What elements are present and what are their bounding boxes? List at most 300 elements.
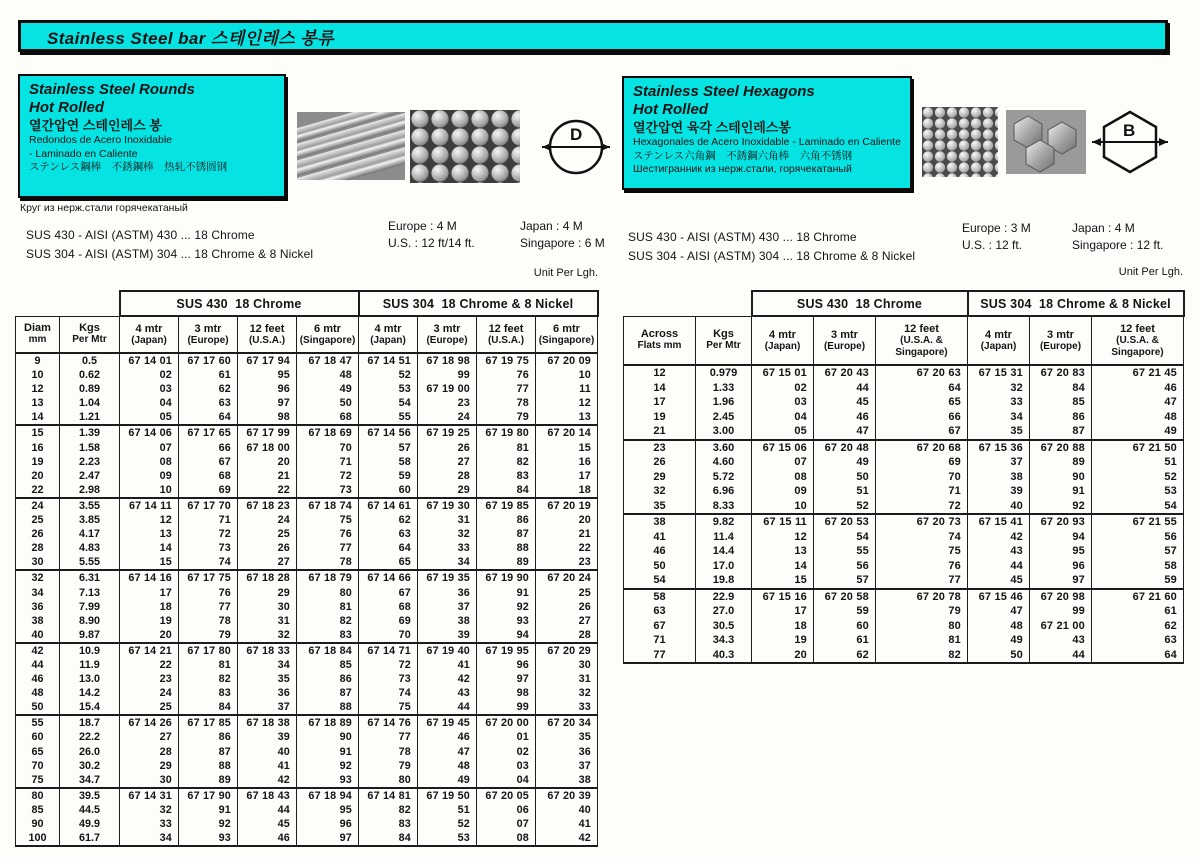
table-row <box>16 382 598 396</box>
table-row <box>16 817 598 831</box>
impa-code-cell: 67 14 01 <box>120 353 179 368</box>
table-row <box>16 527 598 541</box>
impa-code-cell: 67 15 46 <box>968 589 1030 605</box>
impa-code-cell: 62 <box>1092 619 1184 634</box>
column-header: 6 mtr (Singapore) <box>297 316 359 353</box>
impa-code-cell: 67 17 70 <box>179 498 238 513</box>
impa-code-cell: 98 <box>238 410 297 425</box>
impa-code-cell: 45 <box>814 395 876 410</box>
size-cell: 100 <box>16 831 60 846</box>
impa-code-cell: 67 19 00 <box>418 382 477 396</box>
impa-code-cell: 14 <box>752 559 814 574</box>
impa-code-cell: 44 <box>968 559 1030 574</box>
weight-cell: 4.83 <box>60 541 120 555</box>
impa-code-cell: 67 <box>179 455 238 469</box>
impa-code-cell: 55 <box>814 544 876 559</box>
column-header: Across Flats mm <box>624 316 696 365</box>
size-cell: 14 <box>624 381 696 396</box>
impa-code-cell: 67 21 00 <box>1030 619 1092 634</box>
weight-cell: 1.04 <box>60 396 120 410</box>
impa-code-cell: 65 <box>359 555 418 570</box>
impa-code-cell: 96 <box>477 658 536 672</box>
weight-cell: 49.9 <box>60 817 120 831</box>
table-corner-spacer <box>16 291 120 316</box>
table-row <box>624 573 1184 589</box>
impa-code-cell: 86 <box>179 730 238 744</box>
impa-code-cell: 40 <box>238 745 297 759</box>
impa-code-cell: 80 <box>876 619 968 634</box>
impa-code-cell: 90 <box>297 730 359 744</box>
hexagons-photo-bars <box>1006 110 1086 174</box>
impa-code-cell: 46 <box>1092 381 1184 396</box>
column-header: Kgs Per Mtr <box>60 316 120 353</box>
table-row <box>16 541 598 555</box>
impa-code-cell: 67 18 98 <box>418 353 477 368</box>
impa-code-cell: 57 <box>359 441 418 455</box>
impa-code-cell: 76 <box>477 368 536 382</box>
impa-code-cell: 67 19 50 <box>418 788 477 803</box>
size-cell: 25 <box>16 513 60 527</box>
impa-code-cell: 74 <box>359 686 418 700</box>
impa-code-cell: 70 <box>297 441 359 455</box>
table-row <box>16 715 598 730</box>
impa-code-cell: 86 <box>297 672 359 686</box>
table-row <box>16 555 598 570</box>
impa-code-cell: 81 <box>477 441 536 455</box>
impa-code-cell: 97 <box>477 672 536 686</box>
impa-code-cell: 15 <box>536 441 598 455</box>
impa-code-cell: 24 <box>418 410 477 425</box>
table-row <box>16 614 598 628</box>
impa-code-cell: 97 <box>238 396 297 410</box>
impa-code-cell: 48 <box>297 368 359 382</box>
table-row <box>624 470 1184 485</box>
weight-cell: 26.0 <box>60 745 120 759</box>
weight-cell: 0.89 <box>60 382 120 396</box>
column-header: 4 mtr (Japan) <box>359 316 418 353</box>
impa-code-cell: 31 <box>536 672 598 686</box>
table-row <box>624 440 1184 456</box>
weight-cell: 27.0 <box>696 604 752 619</box>
table-row <box>16 643 598 658</box>
impa-code-cell: 34 <box>968 410 1030 425</box>
impa-code-cell: 62 <box>814 648 876 664</box>
impa-code-cell: 83 <box>179 686 238 700</box>
table-row <box>16 513 598 527</box>
impa-code-cell: 67 18 89 <box>297 715 359 730</box>
impa-code-cell: 89 <box>1030 455 1092 470</box>
impa-code-cell: 17 <box>536 469 598 483</box>
impa-code-cell: 11 <box>536 382 598 396</box>
series-header: SUS 304 18 Chrome & 8 Nickel <box>359 291 598 316</box>
size-cell: 32 <box>16 570 60 585</box>
column-header: Kgs Per Mtr <box>696 316 752 365</box>
hex-bar-width-diagram <box>1092 100 1168 182</box>
impa-code-cell: 20 <box>238 455 297 469</box>
impa-code-cell: 07 <box>477 817 536 831</box>
weight-cell: 34.7 <box>60 773 120 788</box>
impa-code-cell: 60 <box>359 483 418 498</box>
impa-code-cell: 67 18 28 <box>238 570 297 585</box>
weight-cell: 6.96 <box>696 484 752 499</box>
size-cell: 40 <box>16 628 60 643</box>
weight-cell: 4.17 <box>60 527 120 541</box>
size-cell: 34 <box>16 586 60 600</box>
rounds-info-box <box>18 74 286 198</box>
series-header: SUS 430 18 Chrome <box>752 291 968 316</box>
impa-code-cell: 53 <box>1092 484 1184 499</box>
impa-code-cell: 26 <box>238 541 297 555</box>
impa-code-cell: 89 <box>477 555 536 570</box>
table-row <box>624 530 1184 545</box>
impa-code-cell: 10 <box>120 483 179 498</box>
impa-code-cell: 24 <box>120 686 179 700</box>
impa-code-cell: 38 <box>968 470 1030 485</box>
impa-code-cell: 22 <box>536 541 598 555</box>
series-header: SUS 304 18 Chrome & 8 Nickel <box>968 291 1184 316</box>
impa-code-cell: 52 <box>359 368 418 382</box>
impa-code-cell: 49 <box>418 773 477 788</box>
size-cell: 60 <box>16 730 60 744</box>
impa-code-cell: 03 <box>120 382 179 396</box>
weight-cell: 6.31 <box>60 570 120 585</box>
impa-code-cell: 88 <box>179 759 238 773</box>
impa-code-cell: 69 <box>179 483 238 498</box>
impa-code-cell: 84 <box>1030 381 1092 396</box>
weight-cell: 39.5 <box>60 788 120 803</box>
size-cell: 16 <box>16 441 60 455</box>
rounds-length-info <box>388 219 605 250</box>
impa-code-cell: 58 <box>359 455 418 469</box>
impa-code-cell: 47 <box>418 745 477 759</box>
impa-code-cell: 45 <box>968 573 1030 589</box>
impa-code-cell: 31 <box>418 513 477 527</box>
impa-code-cell: 80 <box>297 586 359 600</box>
impa-code-cell: 67 20 39 <box>536 788 598 803</box>
impa-code-cell: 39 <box>418 628 477 643</box>
impa-code-cell: 64 <box>876 381 968 396</box>
impa-code-cell: 08 <box>477 831 536 846</box>
impa-code-cell: 88 <box>477 541 536 555</box>
impa-code-cell: 99 <box>1030 604 1092 619</box>
impa-code-cell: 77 <box>179 600 238 614</box>
impa-code-cell: 67 20 09 <box>536 353 598 368</box>
table-row <box>16 570 598 585</box>
impa-code-cell: 67 14 66 <box>359 570 418 585</box>
impa-code-cell: 72 <box>359 658 418 672</box>
size-cell: 48 <box>16 686 60 700</box>
impa-code-cell: 43 <box>418 686 477 700</box>
column-header: 4 mtr (Japan) <box>968 316 1030 365</box>
impa-code-cell: 67 20 73 <box>876 514 968 530</box>
hexagons-subtitle-russian: Шестигранник из нерж.стали, горячекатаный <box>633 163 852 175</box>
impa-code-cell: 85 <box>297 658 359 672</box>
weight-cell: 1.58 <box>60 441 120 455</box>
impa-code-cell: 29 <box>120 759 179 773</box>
impa-code-cell: 72 <box>297 469 359 483</box>
impa-code-cell: 95 <box>1030 544 1092 559</box>
impa-code-cell: 18 <box>752 619 814 634</box>
impa-code-cell: 86 <box>1030 410 1092 425</box>
rounds-unit-note: Unit Per Lgh. <box>533 267 598 279</box>
impa-code-cell: 18 <box>120 600 179 614</box>
rounds-photo-bundle <box>410 110 520 183</box>
impa-code-cell: 67 17 85 <box>179 715 238 730</box>
impa-code-cell: 49 <box>1092 424 1184 440</box>
impa-code-cell: 78 <box>179 614 238 628</box>
hexagons-title-korean: 열간압연 육각 스테인레스봉 <box>633 120 791 135</box>
impa-code-cell: 32 <box>418 527 477 541</box>
size-cell: 32 <box>624 484 696 499</box>
impa-code-cell: 38 <box>418 614 477 628</box>
impa-code-cell: 53 <box>359 382 418 396</box>
impa-code-cell: 13 <box>752 544 814 559</box>
weight-cell: 17.0 <box>696 559 752 574</box>
impa-code-cell: 44 <box>418 700 477 715</box>
impa-code-cell: 33 <box>120 817 179 831</box>
weight-cell: 7.13 <box>60 586 120 600</box>
impa-code-cell: 52 <box>814 499 876 515</box>
impa-code-cell: 65 <box>876 395 968 410</box>
impa-code-cell: 13 <box>120 527 179 541</box>
impa-code-cell: 29 <box>418 483 477 498</box>
size-cell: 10 <box>16 368 60 382</box>
impa-code-cell: 87 <box>477 527 536 541</box>
impa-code-cell: 67 15 36 <box>968 440 1030 456</box>
weight-cell: 5.55 <box>60 555 120 570</box>
impa-code-cell: 92 <box>297 759 359 773</box>
impa-code-cell: 74 <box>179 555 238 570</box>
impa-code-cell: 67 17 60 <box>179 353 238 368</box>
weight-cell: 0.5 <box>60 353 120 368</box>
impa-code-cell: 41 <box>418 658 477 672</box>
impa-code-cell: 46 <box>418 730 477 744</box>
impa-code-cell: 91 <box>179 803 238 817</box>
impa-code-cell: 91 <box>477 586 536 600</box>
length-japan: Japan : 4 M <box>1072 221 1135 235</box>
impa-code-cell: 67 19 25 <box>418 425 477 440</box>
length-us: U.S. : 12 ft/14 ft. <box>388 236 475 250</box>
weight-cell: 5.72 <box>696 470 752 485</box>
impa-code-cell: 87 <box>297 686 359 700</box>
column-header: 4 mtr (Japan) <box>120 316 179 353</box>
impa-code-cell: 67 20 43 <box>814 365 876 381</box>
size-cell: 35 <box>624 499 696 515</box>
impa-code-cell: 67 14 31 <box>120 788 179 803</box>
weight-cell: 2.98 <box>60 483 120 498</box>
size-group <box>624 440 1184 515</box>
impa-code-cell: 61 <box>814 633 876 648</box>
impa-code-cell: 39 <box>238 730 297 744</box>
table-row <box>624 365 1184 381</box>
impa-code-cell: 33 <box>536 700 598 715</box>
impa-code-cell: 67 14 76 <box>359 715 418 730</box>
impa-code-cell: 50 <box>968 648 1030 664</box>
impa-code-cell: 67 19 85 <box>477 498 536 513</box>
impa-code-cell: 83 <box>359 817 418 831</box>
size-cell: 26 <box>624 455 696 470</box>
impa-code-cell: 67 20 68 <box>876 440 968 456</box>
impa-code-cell: 63 <box>1092 633 1184 648</box>
weight-cell: 22.2 <box>60 730 120 744</box>
arrow-right-icon <box>1159 138 1168 146</box>
rounds-spec-lines <box>26 226 313 264</box>
impa-code-cell: 56 <box>814 559 876 574</box>
impa-code-cell: 05 <box>120 410 179 425</box>
impa-code-cell: 77 <box>876 573 968 589</box>
impa-code-cell: 81 <box>297 600 359 614</box>
size-cell: 22 <box>16 483 60 498</box>
column-header: 3 mtr (Europe) <box>1030 316 1092 365</box>
impa-code-cell: 78 <box>297 555 359 570</box>
impa-code-cell: 37 <box>418 600 477 614</box>
impa-code-cell: 27 <box>120 730 179 744</box>
impa-code-cell: 32 <box>536 686 598 700</box>
impa-code-cell: 67 15 41 <box>968 514 1030 530</box>
size-cell: 54 <box>624 573 696 589</box>
impa-code-cell: 77 <box>477 382 536 396</box>
impa-code-cell: 23 <box>418 396 477 410</box>
table-row <box>16 686 598 700</box>
impa-code-cell: 67 18 84 <box>297 643 359 658</box>
table-row <box>16 441 598 455</box>
impa-code-cell: 12 <box>752 530 814 545</box>
impa-code-cell: 43 <box>968 544 1030 559</box>
weight-cell: 14.2 <box>60 686 120 700</box>
impa-code-cell: 67 20 83 <box>1030 365 1092 381</box>
weight-cell: 15.4 <box>60 700 120 715</box>
impa-code-cell: 67 19 30 <box>418 498 477 513</box>
impa-code-cell: 67 20 88 <box>1030 440 1092 456</box>
rounds-photo-bars <box>297 112 405 180</box>
impa-code-cell: 03 <box>477 759 536 773</box>
table-row <box>624 484 1184 499</box>
impa-code-cell: 67 17 80 <box>179 643 238 658</box>
impa-code-cell: 69 <box>876 455 968 470</box>
table-row <box>624 395 1184 410</box>
impa-code-cell: 99 <box>418 368 477 382</box>
impa-code-cell: 70 <box>876 470 968 485</box>
impa-code-cell: 67 21 50 <box>1092 440 1184 456</box>
impa-code-cell: 08 <box>120 455 179 469</box>
impa-code-cell: 21 <box>238 469 297 483</box>
weight-cell: 11.9 <box>60 658 120 672</box>
impa-code-cell: 26 <box>536 600 598 614</box>
impa-code-cell: 36 <box>238 686 297 700</box>
size-cell: 19 <box>16 455 60 469</box>
impa-code-cell: 67 18 79 <box>297 570 359 585</box>
impa-code-cell: 10 <box>752 499 814 515</box>
impa-code-cell: 86 <box>477 513 536 527</box>
impa-code-cell: 02 <box>752 381 814 396</box>
impa-code-cell: 77 <box>359 730 418 744</box>
impa-code-cell: 67 20 00 <box>477 715 536 730</box>
table-row <box>16 396 598 410</box>
impa-code-cell: 63 <box>359 527 418 541</box>
impa-code-cell: 36 <box>536 745 598 759</box>
impa-code-cell: 47 <box>814 424 876 440</box>
hexagons-price-table <box>623 290 1185 664</box>
impa-code-cell: 92 <box>477 600 536 614</box>
impa-code-cell: 36 <box>418 586 477 600</box>
impa-code-cell: 95 <box>238 368 297 382</box>
size-group <box>16 425 598 497</box>
impa-code-cell: 72 <box>876 499 968 515</box>
impa-code-cell: 42 <box>238 773 297 788</box>
impa-code-cell: 73 <box>179 541 238 555</box>
rounds-price-table <box>15 290 599 847</box>
impa-code-cell: 67 14 71 <box>359 643 418 658</box>
impa-code-cell: 02 <box>477 745 536 759</box>
table-row <box>16 803 598 817</box>
impa-code-cell: 57 <box>1092 544 1184 559</box>
impa-code-cell: 71 <box>297 455 359 469</box>
impa-code-cell: 31 <box>238 614 297 628</box>
impa-code-cell: 30 <box>536 658 598 672</box>
impa-code-cell: 34 <box>418 555 477 570</box>
impa-code-cell: 67 21 60 <box>1092 589 1184 605</box>
impa-code-cell: 61 <box>1092 604 1184 619</box>
impa-code-cell: 59 <box>359 469 418 483</box>
impa-code-cell: 82 <box>477 455 536 469</box>
impa-code-cell: 64 <box>1092 648 1184 664</box>
impa-code-cell: 67 19 40 <box>418 643 477 658</box>
impa-code-cell: 73 <box>359 672 418 686</box>
impa-code-cell: 94 <box>477 628 536 643</box>
hexagons-spec-lines <box>628 228 915 266</box>
size-cell: 65 <box>16 745 60 759</box>
impa-code-cell: 44 <box>1030 648 1092 664</box>
impa-code-cell: 72 <box>179 527 238 541</box>
page-banner <box>18 20 1168 52</box>
weight-cell: 3.85 <box>60 513 120 527</box>
impa-code-cell: 67 14 06 <box>120 425 179 440</box>
table-row <box>624 514 1184 530</box>
impa-code-cell: 03 <box>752 395 814 410</box>
column-header: 3 mtr (Europe) <box>814 316 876 365</box>
size-group <box>16 570 598 642</box>
weight-cell: 2.45 <box>696 410 752 425</box>
impa-code-cell: 84 <box>179 700 238 715</box>
table-row <box>624 381 1184 396</box>
impa-code-cell: 49 <box>814 455 876 470</box>
weight-cell: 7.99 <box>60 600 120 614</box>
weight-cell: 30.2 <box>60 759 120 773</box>
impa-code-cell: 79 <box>477 410 536 425</box>
size-cell: 19 <box>624 410 696 425</box>
table-row <box>16 586 598 600</box>
size-cell: 29 <box>624 470 696 485</box>
table-row <box>16 788 598 803</box>
size-group <box>16 353 598 425</box>
rounds-spec-sus304: SUS 304 - AISI (ASTM) 304 ... 18 Chrome & 8 Nickel <box>26 247 314 261</box>
table-row <box>16 368 598 382</box>
impa-code-cell: 75 <box>359 700 418 715</box>
table-row <box>16 483 598 498</box>
impa-code-cell: 93 <box>297 773 359 788</box>
weight-cell: 9.82 <box>696 514 752 530</box>
table-row <box>16 498 598 513</box>
impa-code-cell: 01 <box>477 730 536 744</box>
hexagons-spec-sus304: SUS 304 - AISI (ASTM) 304 ... 18 Chrome & 8 Nickel <box>628 249 916 263</box>
table-row <box>16 469 598 483</box>
impa-code-cell: 14 <box>120 541 179 555</box>
weight-cell: 9.87 <box>60 628 120 643</box>
impa-code-cell: 27 <box>418 455 477 469</box>
weight-cell: 3.60 <box>696 440 752 456</box>
impa-code-cell: 67 15 16 <box>752 589 814 605</box>
impa-code-cell: 35 <box>968 424 1030 440</box>
